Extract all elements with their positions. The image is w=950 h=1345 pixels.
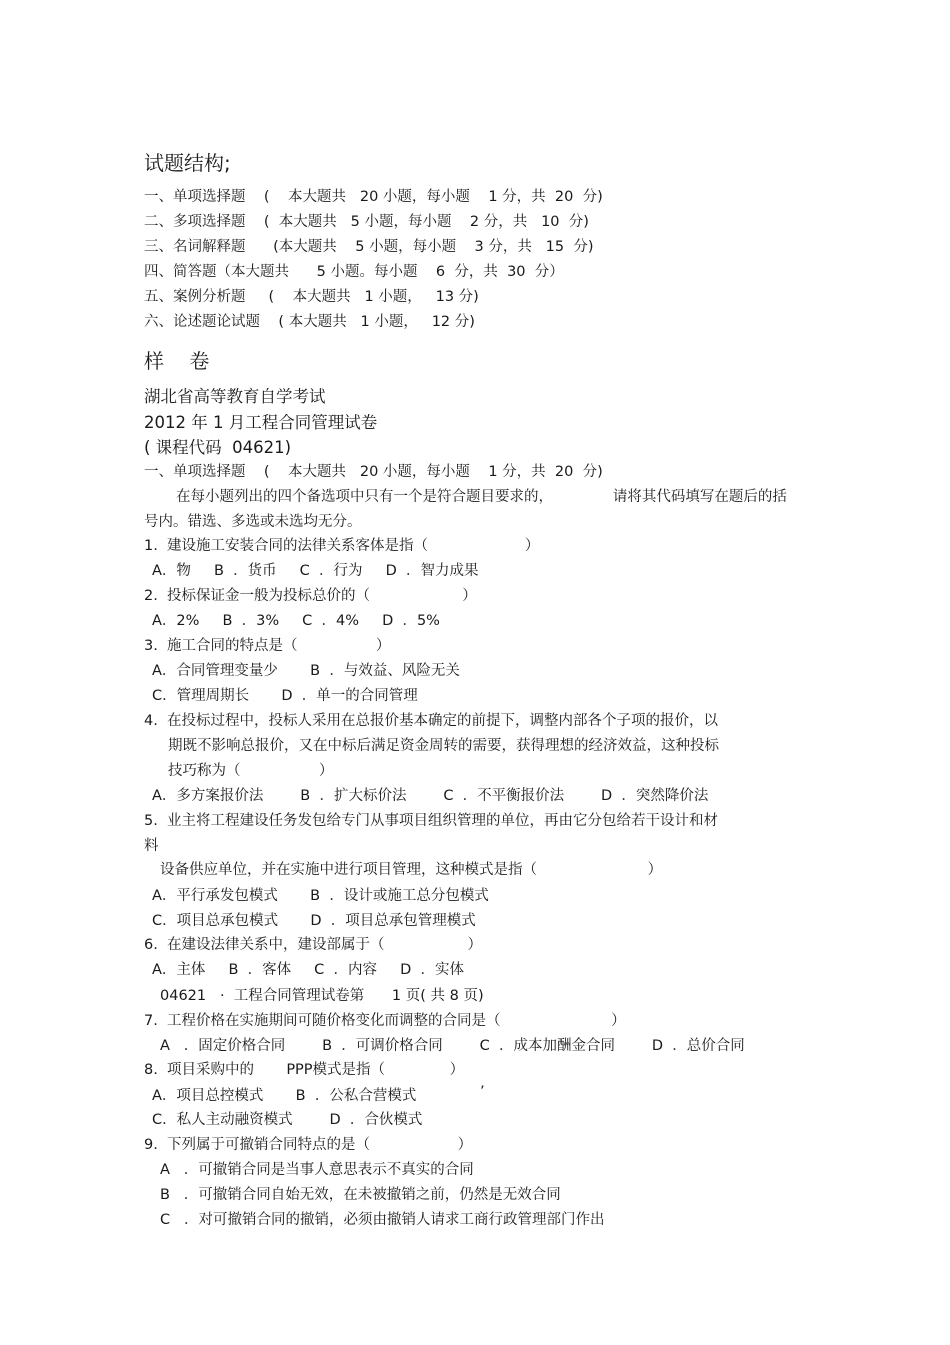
structure-title: 试题结构; (144, 151, 231, 175)
structure-item: 四、简答题（本大题共 5 小题。每小题 6 分，共 30 分） (144, 264, 564, 280)
structure-item: 三、名词解释题 (本大题共 5 小题，每小题 3 分，共 15 分) (144, 239, 594, 255)
question-8-options: C．私人主动融资模式 D ．合伙模式 (152, 1112, 423, 1128)
stray-mark: ’ (480, 1084, 485, 1100)
question-7-options: A ．固定价格合同 B ．可调价格合同 C ．成本加酬金合同 D ．总价合同 (160, 1038, 745, 1054)
question-9: 9. 下列属于可撤销合同特点的是（ ） (144, 1137, 473, 1153)
question-6: 6. 在建设法律关系中，建设部属于（ ） (144, 937, 483, 953)
question-9-option-c: C ．对可撤销合同的撤销，必须由撤销人请求工商行政管理部门作出 (160, 1212, 605, 1228)
question-5-cont: 设备供应单位，并在实施中进行项目管理，这种模式是指（ ） (160, 862, 663, 878)
instruction-line: 在每小题列出的四个备选项中只有一个是符合题目要求的， 请将其代码填写在题后的括 (176, 489, 787, 505)
question-8: 8. 项目采购中的 PPP模式是指（ ） (144, 1062, 465, 1078)
question-1: 1. 建设施工安装合同的法律关系客体是指（ ） (144, 538, 540, 554)
section-heading: 一、单项选择题 ( 本大题共 20 小题，每小题 1 分，共 20 分) (144, 464, 603, 480)
question-5-options: C．项目总承包模式 D ．项目总承包管理模式 (152, 913, 476, 929)
structure-item: 一、单项选择题 ( 本大题共 20 小题，每小题 1 分，共 20 分) (144, 189, 603, 205)
paper-name: 2012 年 1 月工程合同管理试卷 (144, 413, 378, 432)
question-2-options: A．2% B ．3% C ．4% D ．5% (152, 613, 440, 629)
question-6-options: A．主体 B ．客体 C ．内容 D ．实体 (152, 962, 464, 978)
question-5-options: A．平行承发包模式 B ．设计或施工总分包模式 (152, 888, 489, 904)
instruction-line: 号内。错选、多选或未选均无分。 (144, 514, 362, 530)
question-3-options: C．管理周期长 D ．单一的合同管理 (152, 688, 418, 704)
question-9-option-a: A ．可撤销合同是当事人意思表示不真实的合同 (160, 1162, 474, 1178)
question-5: 5. 业主将工程建设任务发包给专门从事项目组织管理的单位，再由它分包给若干设计和材 (144, 813, 719, 829)
question-4-options: A．多方案报价法 B ．扩大标价法 C ．不平衡报价法 D ．突然降价法 (152, 788, 709, 804)
page-footer: 04621 · 工程合同管理试卷第 1 页( 共 8 页) (160, 988, 484, 1004)
question-8-options: A．项目总控模式 B ．公私合营模式 (152, 1088, 417, 1104)
question-9-option-b: B ．可撤销合同自始无效，在未被撤销之前，仍然是无效合同 (160, 1187, 561, 1203)
question-4-cont: 技巧称为（ ） (168, 763, 334, 779)
structure-item: 六、论述题论试题 ( 本大题共 1 小题， 12 分) (144, 314, 475, 330)
question-2: 2. 投标保证金一般为投标总价的（ ） (144, 588, 477, 604)
sample-title: 样 卷 (144, 349, 210, 373)
question-5-cont: 料 (144, 838, 159, 854)
exam-name: 湖北省高等教育自学考试 (144, 387, 326, 406)
question-4: 4. 在投标过程中，投标人采用在总报价基本确定的前提下，调整内部各个子项的报价，以 (144, 713, 719, 729)
question-3-options: A．合同管理变量少 B ．与效益、风险无关 (152, 663, 460, 679)
structure-item: 五、案例分析题 ( 本大题共 1 小题， 13 分) (144, 289, 479, 305)
question-1-options: A．物 B ．货币 C ．行为 D ．智力成果 (152, 563, 479, 579)
course-code: ( 课程代码 04621) (144, 438, 292, 457)
structure-item: 二、多项选择题 ( 本大题共 5 小题，每小题 2 分，共 10 分) (144, 214, 589, 230)
question-7: 7. 工程价格在实施期间可随价格变化而调整的合同是（ ） (144, 1013, 626, 1029)
question-3: 3. 施工合同的特点是（ ） (144, 638, 391, 654)
question-4-cont: 期既不影响总报价，又在中标后满足资金周转的需要，获得理想的经济效益，这种投标 (168, 738, 719, 754)
